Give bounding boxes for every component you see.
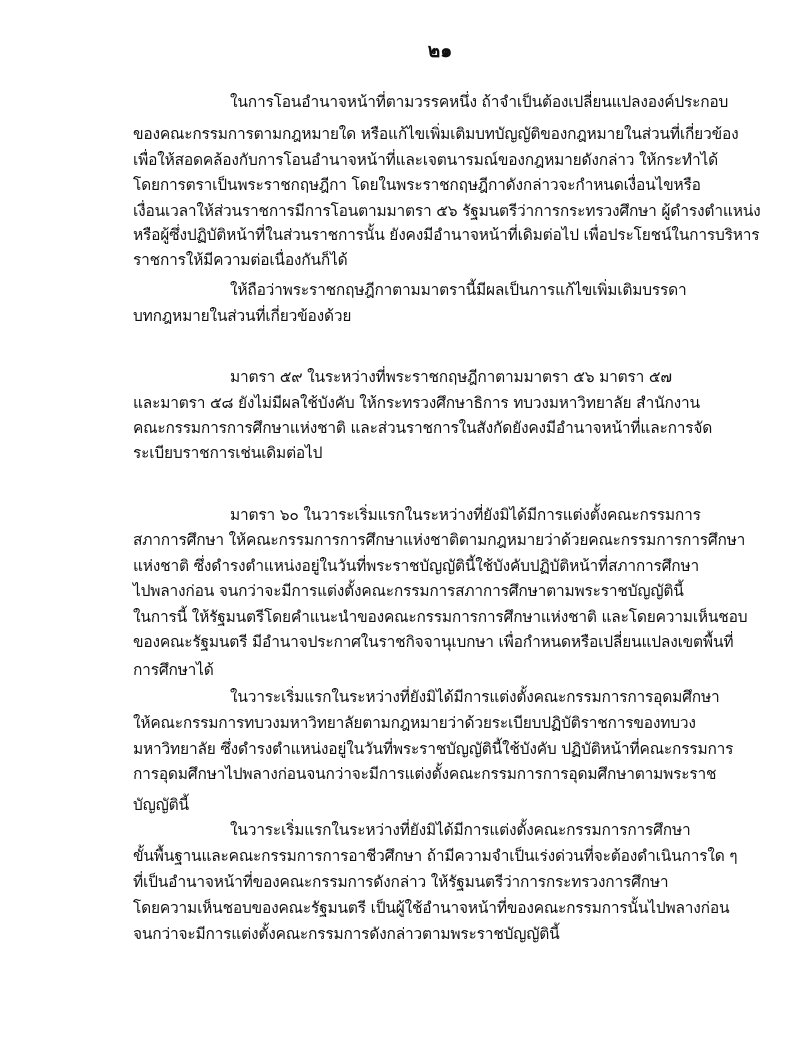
text-line: แห่งชาติ ซึ่งดำรงตำแหน่งอยู่ในวันที่พระราชบัญญัตินี้ใช้บังคับปฏิบัติหน้าที่สภาการศึกษา [133,557,700,575]
text-line: จนกว่าจะมีการแต่งตั้งคณะกรรมการดังกล่าวตามพระราชบัญญัตินี้ [133,925,560,943]
text-line: บทกฎหมายในส่วนที่เกี่ยวข้องด้วย [133,307,352,325]
text-line: ของคณะรัฐมนตรี มีอำนาจประกาศในราชกิจจานุเบกษา เพื่อกำหนดหรือเปลี่ยนแปลงเขตพื้นที่ [133,633,734,651]
text-line: บัญญัตินี้ [133,796,189,814]
text-line: ในการโอนอำนาจหน้าที่ตามวรรคหนึ่ง ถ้าจำเป็นต้องเปลี่ยนแปลงองค์ประกอบ [230,93,729,111]
text-line: ในการนี้ ให้รัฐมนตรีโดยคำแนะนำของคณะกรรมการการศึกษาแห่งชาติ และโดยความเห็นชอบ [133,608,748,626]
text-line: มาตรา ๖๐ ในวาระเริ่มแรกในระหว่างที่ยังมิได้มีการแต่งตั้งคณะกรรมการ [230,506,701,524]
text-line: เพื่อให้สอดคล้องกับการโอนอำนาจหน้าที่และเจตนารมณ์ของกฎหมายดังกล่าว ให้กระทำได้ [133,151,719,169]
text-line: และมาตรา ๕๘ ยังไม่มีผลใช้บังคับ ให้กระทรวงศึกษาธิการ ทบวงมหาวิทยาลัย สำนักงาน [133,394,700,412]
text-line: เงื่อนเวลาให้ส่วนราชการมีการโอนตามมาตรา ๕๖ รัฐมนตรีว่าการกระทรวงศึกษา ผู้ดำรงตำแหน่ง [133,202,761,220]
text-line: ขั้นพื้นฐานและคณะกรรมการการอาชีวศึกษา ถ้ามีความจำเป็นเร่งด่วนที่จะต้องดำเนินการใด ๆ [133,847,738,865]
text-line: การศึกษาได้ [133,661,214,679]
text-line: ในวาระเริ่มแรกในระหว่างที่ยังมิได้มีการแต่งตั้งคณะกรรมการการศึกษา [230,821,691,839]
text-line: ในวาระเริ่มแรกในระหว่างที่ยังมิได้มีการแต่งตั้งคณะกรรมการการอุดมศึกษา [230,688,720,706]
page-number: ๒๑ [427,40,453,62]
text-line: มาตรา ๕๙ ในระหว่างที่พระราชกฤษฎีกาตามมาตรา ๕๖ มาตรา ๕๗ [230,368,672,386]
text-line: ให้คณะกรรมการทบวงมหาวิทยาลัยตามกฎหมายว่าด้วยระเบียบปฏิบัติราชการของทบวง [133,714,696,732]
text-line: ระเบียบราชการเช่นเดิมต่อไป [133,444,323,462]
text-line: ไปพลางก่อน จนกว่าจะมีการแต่งตั้งคณะกรรมการสภาการศึกษาตามพระราชบัญญัตินี้ [133,582,684,600]
text-line: ที่เป็นอำนาจหน้าที่ของคณะกรรมการดังกล่าว ให้รัฐมนตรีว่าการกระทรวงการศึกษา [133,873,669,891]
text-line: การอุดมศึกษาไปพลางก่อนจนกว่าจะมีการแต่งตั้งคณะกรรมการการอุดมศึกษาตามพระราช [133,765,717,783]
text-line: สภาการศึกษา ให้คณะกรรมการการศึกษาแห่งชาติตามกฎหมายว่าด้วยคณะกรรมการการศึกษา [133,531,746,549]
text-line: โดยการตราเป็นพระราชกฤษฎีกา โดยในพระราชกฤษฎีกาดังกล่าวจะกำหนดเงื่อนไขหรือ [133,176,701,194]
text-line: หรือผู้ซึ่งปฏิบัติหน้าที่ในส่วนราชการนั้น ยังคงมีอำนาจหน้าที่เดิมต่อไป เพื่อประโยชน์ในการบริหาร [133,226,760,244]
text-line: โดยความเห็นชอบของคณะรัฐมนตรี เป็นผู้ใช้อำนาจหน้าที่ของคณะกรรมการนั้นไปพลางก่อน [133,899,730,917]
text-line: มหาวิทยาลัย ซึ่งดำรงตำแหน่งอยู่ในวันที่พระราชบัญญัตินี้ใช้บังคับ ปฏิบัติหน้าที่คณะกรรมการ [133,740,734,758]
text-line: คณะกรรมการการศึกษาแห่งชาติ และส่วนราชการในสังกัดยังคงมีอำนาจหน้าที่และการจัด [133,419,713,437]
text-line: ของคณะกรรมการตามกฎหมายใด หรือแก้ไขเพิ่มเติมบทบัญญัติของกฎหมายในส่วนที่เกี่ยวข้อง [133,125,739,143]
text-line: ราชการให้มีความต่อเนื่องกันก็ได้ [133,251,348,269]
text-line: ให้ถือว่าพระราชกฤษฎีกาตามมาตรานี้มีผลเป็นการแก้ไขเพิ่มเติมบรรดา [230,281,687,299]
